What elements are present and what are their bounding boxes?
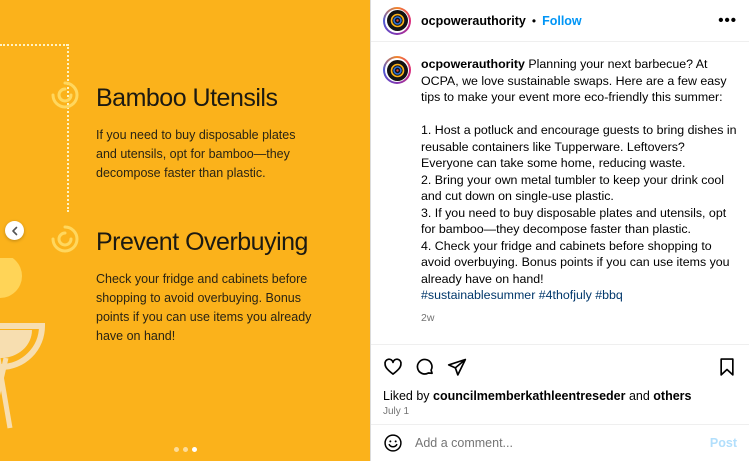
- slide-heading-bamboo: Bamboo Utensils: [96, 84, 278, 112]
- comment-icon[interactable]: [415, 357, 435, 377]
- avatar[interactable]: [383, 56, 411, 84]
- more-options-icon[interactable]: •••: [718, 12, 737, 29]
- pager-dot: [183, 447, 188, 452]
- separator-dot: •: [531, 13, 537, 28]
- follow-button[interactable]: Follow: [542, 13, 582, 28]
- ocpa-logo-icon: [390, 63, 405, 78]
- grill-illustration: [0, 258, 50, 458]
- chevron-left-icon: [10, 226, 20, 236]
- action-bar: [371, 344, 749, 417]
- dotted-line: [67, 44, 69, 212]
- carousel-slide: [0, 0, 370, 461]
- post-age: 2w: [421, 311, 435, 324]
- slide-heading-overbuying: Prevent Overbuying: [96, 228, 308, 256]
- post-date: July 1: [383, 406, 410, 417]
- dotted-line: [0, 44, 68, 46]
- likes-others-link[interactable]: others: [653, 389, 692, 403]
- ocpa-logo-icon: [390, 13, 405, 28]
- liked-by-user[interactable]: councilmemberkathleentreseder: [433, 389, 626, 403]
- pager-dot: [174, 447, 179, 452]
- bookmark-icon[interactable]: [717, 357, 737, 377]
- hashtags[interactable]: #sustainablesummer #4thofjuly #bbq: [421, 288, 623, 302]
- comment-bar: [371, 424, 749, 461]
- slide-body-bamboo: If you need to buy disposable plates and utensils, opt for bamboo—they decompose faster than plastic.: [96, 128, 296, 180]
- caption-area: [371, 42, 749, 344]
- likes-summary: [383, 389, 737, 403]
- pager-dot: [192, 447, 197, 452]
- caption-text: Planning your next barbecue? At OCPA, we love sustainable swaps. Here are a few easy tips to make your event more eco-friendly this summer: 1. Host a potluck and encourage guests to bring dishes in reusable containers like Tupperware. Leftovers? Everyone can take some home, reducing waste. 2. Bring your own metal tumbler to keep your drink cool and cut down on single-use plastic. 3. If you need to buy disposable plates and utensils, opt for bamboo—they decompose faster than plastic. 4. Check your fridge and cabinets before shopping to avoid overbuying. Bonus points if you can use items you already have on hand!: [421, 57, 737, 286]
- carousel-pager: [174, 447, 197, 452]
- previous-slide-button[interactable]: [5, 221, 24, 240]
- header-username[interactable]: ocpowerauthority: [421, 13, 526, 28]
- emoji-icon[interactable]: [383, 433, 403, 453]
- swirl-icon: [50, 224, 80, 254]
- comment-input[interactable]: [413, 435, 710, 451]
- slide-body-overbuying: Check your fridge and cabinets before shopping to avoid overbuying. Bonus points if you can use items you already have on hand!: [96, 272, 312, 343]
- caption-username[interactable]: ocpowerauthority: [421, 57, 525, 71]
- share-icon[interactable]: [447, 357, 467, 377]
- caption: [421, 56, 737, 344]
- post-header: [371, 0, 749, 42]
- likes-and: and: [625, 389, 654, 403]
- post-panel: [370, 0, 749, 461]
- heart-icon[interactable]: [383, 357, 403, 377]
- avatar[interactable]: [383, 7, 411, 35]
- post-comment-button[interactable]: Post: [709, 436, 737, 450]
- likes-prefix: Liked by: [383, 389, 434, 403]
- swirl-icon: [50, 80, 80, 110]
